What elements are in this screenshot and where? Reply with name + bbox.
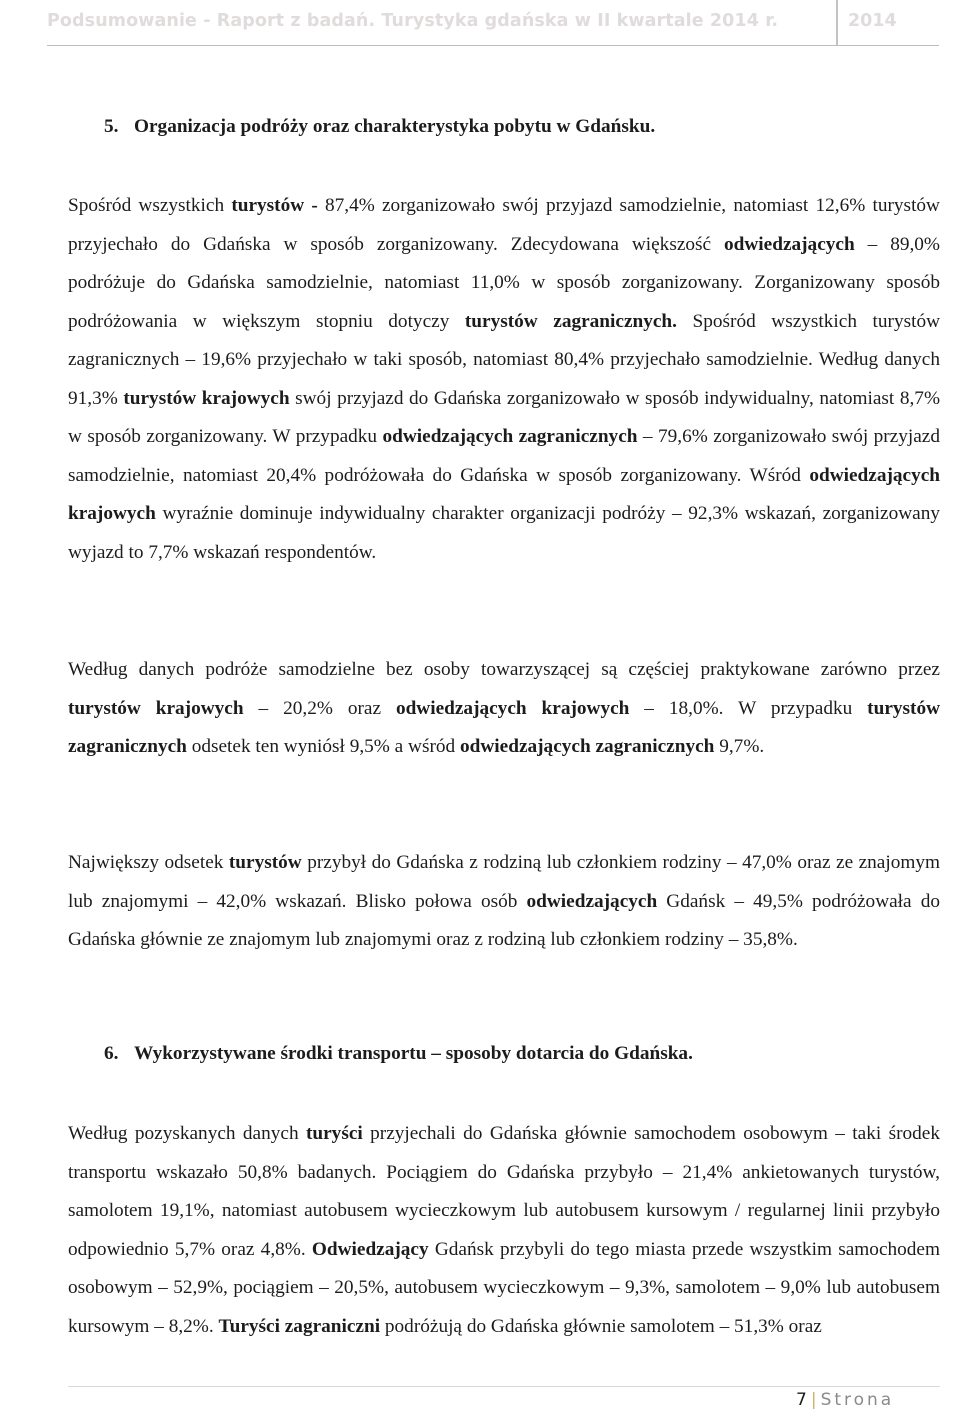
text-run: – 89,0% podróżuje do Gdańska samodzielnie, natomiast 11,0% w sposób zorganizowany. Zorganizowany sposób podróżowania w większym stopniu dotyczy: [68, 233, 940, 332]
section-6-number: 6.: [104, 1043, 119, 1064]
bold-run: odwiedzających zagranicznych: [382, 426, 638, 447]
text-run: Gdańsk – 49,5% podróżowała do Gdańska głównie ze znajomym lub znajomymi oraz z rodziną lub członkiem rodziny – 35,8%.: [68, 890, 940, 950]
page-footer: [796, 1390, 894, 1410]
section-5-number: 5.: [104, 116, 119, 137]
section-6-heading: [104, 1043, 940, 1065]
bold-run: odwiedzających krajowych: [68, 464, 940, 524]
section-5-paragraph-3: [68, 844, 940, 960]
text-run: Gdańsk przybyli do tego miasta przede wszystkim samochodem osobowym – 52,9%, pociągiem – 20,5%, autobusem wycieczkowym – 9,3%, samolotem – 9,0% lub autobusem kursowym – 8,2%.: [68, 1238, 940, 1337]
section-6-title: Wykorzystywane środki transportu – sposoby dotarcia do Gdańska.: [134, 1043, 693, 1064]
text-run: odsetek ten wyniósł 9,5% a wśród: [186, 736, 461, 757]
section-6-paragraph-1: [68, 1115, 940, 1346]
section-5-title: Organizacja podróży oraz charakterystyka pobytu w Gdańsku.: [134, 116, 656, 137]
page-label: Strona: [820, 1390, 895, 1410]
bold-run: odwiedzających: [724, 233, 855, 255]
bold-run: turystów: [228, 852, 302, 873]
bold-run: turyści: [305, 1123, 363, 1144]
bold-run: turystów zagranicznych: [68, 697, 941, 757]
section-5-heading: [104, 116, 940, 138]
bold-run: turystów -: [231, 195, 318, 216]
bold-run: odwiedzających: [526, 890, 658, 912]
text-run: przyjechali do Gdańska głównie samochodem osobowym – taki środek transportu wskazało 50,8% badanych. Pociągiem do Gdańska przybyło – 21,4% ankietowanych turystów, samolotem 19,1%, natomiast autobusem wycieczkowym lub autobusem kursowym / regularnej linii przybyło odpowiednio 5,7% oraz 4,8%.: [68, 1123, 941, 1260]
text-run: Spośród wszystkich turystów zagranicznych – 19,6% przyjechało w taki sposób, natomiast 80,4% przyjechało samodzielnie. Według danych 91,3%: [68, 310, 941, 409]
bold-run: odwiedzających krajowych: [395, 697, 630, 719]
text-run: Spośród wszystkich: [68, 195, 232, 216]
footer-separator: |: [810, 1390, 817, 1410]
text-run: przybył do Gdańska z rodziną lub członkiem rodziny – 47,0% oraz ze znajomym lub znajomymi – 42,0% wskazań. Blisko połowa osób: [68, 852, 941, 912]
header-rule: [47, 45, 939, 46]
bold-run: turystów zagranicznych.: [464, 310, 677, 332]
text-run: Największy odsetek: [68, 852, 229, 873]
header-year: 2014: [848, 11, 897, 31]
bold-run: Odwiedzający: [311, 1238, 429, 1260]
text-run: Według pozyskanych danych: [68, 1123, 306, 1144]
text-run: – 79,6% zorganizowało swój przyjazd samodzielnie, natomiast 20,4% podróżowała do Gdańska w sposób zorganizowany. Wśród: [68, 426, 940, 486]
text-run: – 18,0%. W przypadku: [629, 697, 868, 719]
footer-rule: [68, 1386, 940, 1387]
text-run: wyraźnie dominuje indywidualny charakter organizacji podróży – 92,3% wskazań, zorganizowany wyjazd to 7,7% wskazań respondentów.: [68, 503, 940, 563]
section-5-paragraph-1: [68, 187, 940, 572]
bold-run: odwiedzających zagranicznych: [460, 736, 715, 757]
text-run: 9,7%.: [714, 736, 765, 757]
text-run: 87,4% zorganizowało swój przyjazd samodzielnie, natomiast 12,6% turystów przyjechało do Gdańska w sposób zorganizowany. Zdecydowana większość: [68, 195, 940, 255]
section-5-paragraph-2: [68, 651, 940, 767]
bold-run: turystów krajowych: [68, 697, 244, 719]
page-number: 7: [796, 1390, 807, 1410]
text-run: podróżują do Gdańska głównie samolotem – 51,3% oraz: [380, 1315, 822, 1337]
text-run: Według danych podróże samodzielne bez osoby towarzyszącej są częściej praktykowane zarówno przez: [68, 659, 940, 680]
header-divider: [836, 0, 838, 46]
text-run: – 20,2% oraz: [243, 697, 396, 719]
bold-run: Turyści zagraniczni: [218, 1315, 381, 1337]
header-title: Podsumowanie - Raport z badań. Turystyka gdańska w II kwartale 2014 r.: [47, 11, 779, 31]
text-run: swój przyjazd do Gdańska zorganizowało w sposób indywidualny, natomiast 8,7% w sposób zorganizowany. W przypadku: [68, 387, 941, 447]
bold-run: turystów krajowych: [123, 387, 290, 409]
